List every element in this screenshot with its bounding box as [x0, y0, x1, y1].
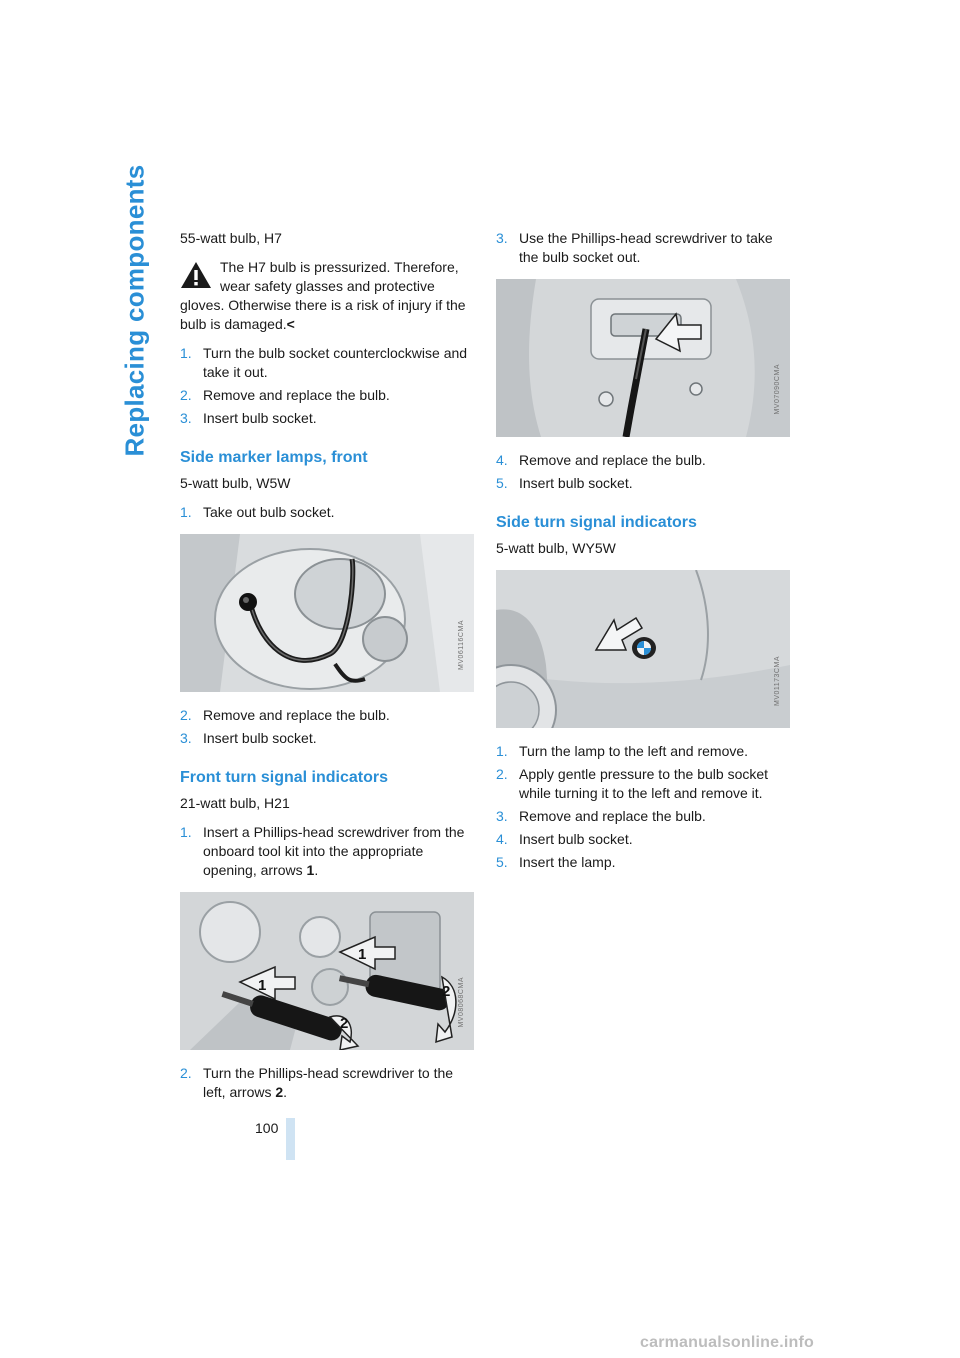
arrow-ref: 1	[306, 862, 315, 878]
step-text: Insert bulb socket.	[203, 730, 317, 746]
step-number: 1.	[496, 743, 508, 759]
step-text: Insert bulb socket.	[203, 410, 317, 426]
step-text: Remove and replace the bulb.	[519, 808, 706, 824]
side-marker-heading: Side marker lamps, front	[180, 449, 368, 466]
arrow-label-1a: 1	[258, 977, 267, 994]
bulb-socket-illustration	[496, 279, 790, 437]
list-item	[180, 706, 476, 725]
side-marker-drawing	[180, 534, 474, 692]
step-number: 3.	[180, 730, 192, 746]
step-number: 4.	[496, 452, 508, 468]
h7-bulb-spec: 55-watt bulb, H7	[180, 230, 282, 246]
h7-steps	[180, 344, 476, 428]
side-turn-steps	[496, 742, 792, 872]
list-item	[180, 409, 476, 428]
section-side-title	[110, 30, 160, 590]
step-number: 1.	[180, 504, 192, 520]
list-item	[496, 451, 792, 470]
arrow-label-2b: 2	[340, 1015, 349, 1032]
step-text: Remove and replace the bulb.	[203, 707, 390, 723]
side-marker-illustration	[180, 534, 474, 692]
front-turn-heading: Front turn signal indicators	[180, 769, 389, 786]
bulb-socket-drawing	[496, 279, 790, 437]
front-turn-illustration	[180, 892, 474, 1050]
list-item	[180, 503, 476, 522]
step-number: 5.	[496, 854, 508, 870]
step-number: 4.	[496, 831, 508, 847]
list-item	[496, 474, 792, 493]
step-number: 5.	[496, 475, 508, 491]
side-marker-steps-before	[180, 503, 476, 522]
step-end: .	[283, 1084, 288, 1100]
side-turn-illustration	[496, 570, 790, 728]
step-text: Insert bulb socket.	[519, 831, 633, 847]
list-item	[496, 853, 792, 872]
step-number: 3.	[496, 230, 508, 246]
front-turn-steps-2	[180, 1064, 476, 1102]
right-column	[496, 229, 792, 882]
warning-body: The H7 bulb is pressurized. Therefore, wear safety glasses and protective gloves. Otherwise there is a risk of injury if the bulb is damaged.	[180, 259, 466, 332]
illustration-code: MV06116CMA	[458, 619, 465, 670]
step-text: Remove and replace the bulb.	[519, 452, 706, 468]
side-turn-heading: Side turn signal indicators	[496, 514, 697, 531]
side-marker-steps-after	[180, 706, 476, 748]
list-item	[496, 830, 792, 849]
step-text: Turn the Phillips-head screwdriver to the left, arrows	[203, 1065, 454, 1100]
illustration-code: MV01173CMA	[774, 655, 781, 706]
list-item	[180, 729, 476, 748]
footer-watermark: carmanualsonline.info	[640, 1334, 815, 1351]
list-item	[496, 229, 792, 267]
left-column	[180, 229, 476, 1112]
list-item	[496, 742, 792, 761]
step-number: 2.	[180, 387, 192, 403]
page-number-bar	[286, 1118, 295, 1160]
list-item	[496, 807, 792, 826]
arrow-ref: 2	[275, 1084, 284, 1100]
step-text: Insert a Phillips-head screwdriver from the onboard tool kit into the appropriate opening, arrows	[203, 824, 465, 878]
step-number: 3.	[180, 410, 192, 426]
step-text: Use the Phillips-head screwdriver to take the bulb socket out.	[519, 230, 773, 265]
step-number: 2.	[496, 766, 508, 782]
step-text: Apply gentle pressure to the bulb socket while turning it to the left and remove it.	[519, 766, 769, 801]
list-item	[180, 344, 476, 382]
step-number: 2.	[180, 707, 192, 723]
list-item	[180, 386, 476, 405]
front-turn-steps-1	[180, 823, 476, 880]
warning-block	[180, 258, 476, 334]
warning-triangle-icon	[180, 261, 212, 289]
arrow-label-2a: 2	[442, 983, 451, 1000]
illustration-code: MV08068CMA	[458, 977, 465, 1028]
front-turn-drawing	[180, 892, 474, 1050]
step-number: 1.	[180, 345, 192, 361]
list-item	[180, 1064, 476, 1102]
step-text: Turn the lamp to the left and remove.	[519, 743, 749, 759]
page-number: 100	[255, 1120, 279, 1136]
step-text: Remove and replace the bulb.	[203, 387, 390, 403]
list-item	[496, 765, 792, 803]
section-side-title-text: Replacing components	[119, 163, 150, 457]
step-number: 3.	[496, 808, 508, 824]
front-turn-steps-3	[496, 229, 792, 267]
step-text: Turn the bulb socket counterclockwise and take it out.	[203, 345, 468, 380]
warning-end-mark: <	[286, 316, 295, 332]
arrow-label-1b: 1	[358, 946, 367, 963]
warning-text	[180, 258, 476, 334]
front-turn-bulb-spec: 21-watt bulb, H21	[180, 795, 290, 811]
front-turn-steps-4-5	[496, 451, 792, 493]
list-item	[180, 823, 476, 880]
step-text: Insert bulb socket.	[519, 475, 633, 491]
side-turn-bulb-spec: 5-watt bulb, WY5W	[496, 540, 616, 556]
step-number: 2.	[180, 1065, 192, 1081]
step-end: .	[314, 862, 319, 878]
step-text: Insert the lamp.	[519, 854, 616, 870]
step-number: 1.	[180, 824, 192, 840]
illustration-code: MV07090CMA	[774, 364, 781, 415]
side-marker-bulb-spec: 5-watt bulb, W5W	[180, 475, 291, 491]
step-text: Take out bulb socket.	[203, 504, 335, 520]
side-turn-drawing	[496, 570, 790, 728]
